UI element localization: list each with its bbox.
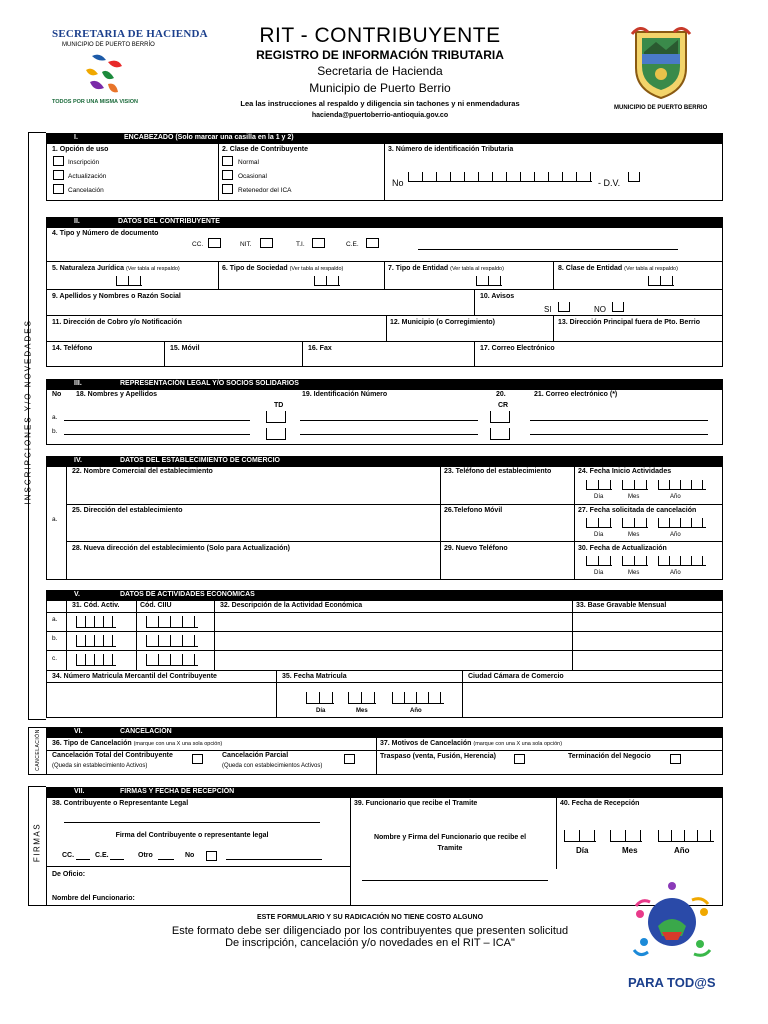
section-vi-title: CANCELACIÓN — [120, 728, 172, 735]
movil-estab-label: 26.Telefono Móvil — [444, 507, 503, 514]
correo-label: 17. Correo Electrónico — [480, 345, 555, 352]
no-avisos-label: NO — [594, 305, 606, 314]
fa-ano-label: Año — [670, 570, 681, 576]
direccion-fuera-label: 13. Dirección Principal fuera de Pto. Berrio — [558, 319, 700, 326]
section-v-header — [46, 590, 723, 600]
rep-a-td-input[interactable] — [266, 411, 286, 423]
nombres-label: 18. Nombres y Apellidos — [76, 391, 158, 398]
rep-b-id-input[interactable] — [300, 434, 478, 435]
form-subtitle: REGISTRO DE INFORMACIÓN TRIBUTARIA — [256, 48, 504, 62]
section-vi-header — [46, 727, 723, 737]
fm-mes-label: Mes — [356, 708, 368, 714]
fm-ano-label: Año — [410, 708, 422, 714]
section-vi-num: VI. — [74, 728, 83, 735]
fr-ano-label: Año — [674, 846, 690, 855]
section-ii-header — [46, 217, 723, 227]
ti-checkbox[interactable] — [312, 238, 325, 248]
nit-label: 3. Número de identificación Tributaria — [388, 146, 514, 153]
cancel-total-note: (Queda sin establecimiento Activos) — [52, 763, 148, 769]
cod-ciiu-label: Cód. CIIU — [140, 602, 172, 609]
tipo-entidad-input[interactable] — [476, 276, 502, 286]
contribuyente-rep-label: 38. Contribuyente o Representante Legal — [52, 800, 189, 807]
right-caption: MUNICIPIO DE PUERTO BERRIO — [614, 105, 708, 111]
fecha-matricula-label: 35. Fecha Matricula — [282, 673, 347, 680]
cancel-total-label: Cancelación Total del Contribuyente — [52, 752, 173, 759]
rep-b-correo-input[interactable] — [530, 434, 708, 435]
rep-b-nombre-input[interactable] — [64, 434, 250, 435]
fc-dia-label: Día — [594, 532, 604, 538]
cancel-parcial-label: Cancelación Parcial — [222, 752, 289, 759]
nombre-comercial-label: 22. Nombre Comercial del establecimiento — [72, 468, 213, 475]
row-b-label: b. — [52, 428, 58, 435]
cc-checkbox[interactable] — [208, 238, 221, 248]
firma-no-label: No — [185, 852, 195, 859]
identificacion-label: 19. Identificación Número — [302, 391, 388, 398]
firma-no-input[interactable] — [226, 859, 322, 860]
secretaria-title: Secretaria de Hacienda — [317, 64, 443, 78]
terminacion-checkbox[interactable] — [670, 754, 681, 764]
fecha-rec-ano[interactable] — [658, 830, 714, 842]
nueva-direccion-label: 28. Nueva dirección del establecimiento (Solo para Actualización) — [72, 545, 290, 552]
direccion-cobro-label: 11. Dirección de Cobro y/o Notificación — [52, 319, 182, 326]
clase-contribuyente-label: 2. Clase de Contribuyente — [222, 146, 308, 153]
fr-dia-label: Día — [576, 846, 589, 855]
direccion-estab-label: 25. Dirección del establecimiento — [72, 507, 183, 514]
fa-mes-label: Mes — [628, 570, 640, 576]
fi-mes-label: Mes — [628, 494, 640, 500]
td-label: TD — [274, 402, 284, 409]
section-i-num: I. — [74, 134, 78, 141]
clase-entidad-input[interactable] — [648, 276, 674, 286]
fecha-rec-dia[interactable] — [564, 830, 596, 842]
firma-otro-input[interactable] — [158, 859, 174, 860]
cancelacion-checkbox[interactable] — [53, 184, 64, 194]
terminacion-label: Terminación del Negocio — [568, 753, 651, 760]
act-a-ciiu-input[interactable] — [146, 616, 198, 628]
firma-otro-label: Otro — [138, 852, 153, 859]
act-row-a: a. — [52, 616, 58, 623]
municipio-label: 12. Municipio (o Corregimiento) — [390, 319, 496, 326]
ocasional-label: Ocasional — [238, 173, 267, 180]
inscripcion-label: Inscripción — [68, 159, 100, 166]
fr-mes-label: Mes — [622, 846, 638, 855]
section-i-title: ENCABEZADO (Solo marcar una casilla en la 1 y 2) — [124, 134, 294, 141]
fecha-recepcion-label: 40. Fecha de Recepción — [560, 800, 640, 807]
avisos-si-input[interactable] — [558, 302, 570, 312]
tipo-sociedad-label: 6. Tipo de Sociedad (Ver tabla al respaldo) — [222, 265, 344, 272]
opcion-uso-label: 1. Opción de uso — [52, 146, 109, 153]
actualizacion-checkbox[interactable] — [53, 170, 64, 180]
para-todos-logo-icon — [630, 878, 714, 974]
act-a-cod-input[interactable] — [76, 616, 116, 628]
tipo-cancelacion-label: 36. Tipo de Cancelación (marque con una X una sola opción) — [52, 740, 223, 747]
fecha-mat-mes[interactable] — [348, 692, 376, 704]
firma-no-checkbox[interactable] — [206, 851, 217, 861]
naturaleza-label: 5. Naturaleza Jurídica (Ver tabla al respaldo) — [52, 265, 180, 272]
firma-funcionario-input[interactable] — [362, 880, 548, 881]
rep-b-cr-input[interactable] — [490, 428, 510, 440]
movil-label: 15. Móvil — [170, 345, 200, 352]
nit-checkbox[interactable] — [260, 238, 273, 248]
nuevo-telefono-label: 29. Nuevo Teléfono — [444, 545, 508, 552]
fecha-act-dia[interactable] — [586, 556, 612, 566]
fecha-cancel-ano[interactable] — [658, 518, 706, 528]
section-iii-num: III. — [74, 380, 82, 387]
normal-label: Normal — [238, 159, 259, 166]
si-label: SI — [544, 305, 552, 314]
rep-a-id-input[interactable] — [300, 420, 478, 421]
municipio-small: MUNICIPIO DE PUERTO BERRÍO — [62, 42, 155, 48]
form-title: RIT - CONTRIBUYENTE — [259, 24, 501, 47]
act-b-ciiu-input[interactable] — [146, 635, 198, 647]
fecha-rec-mes[interactable] — [610, 830, 642, 842]
fecha-cancel-label: 27. Fecha solicitada de cancelación — [578, 507, 697, 514]
section-ii-num: II. — [74, 218, 80, 225]
tipo-entidad-label: 7. Tipo de Entidad (Ver tabla al respaldo) — [388, 265, 504, 272]
de-oficio-label: De Oficio: — [52, 871, 86, 878]
descripcion-actividad-label: 32. Descripción de la Actividad Económica — [220, 602, 363, 609]
cancel-parcial-note: (Queda con establecimientos Activos) — [222, 763, 323, 769]
fecha-inicio-mes[interactable] — [622, 480, 648, 490]
dv-input[interactable] — [628, 172, 640, 182]
nombre-funcionario-label: Nombre del Funcionario: — [52, 895, 135, 902]
footer-line2: Este formato debe ser diligenciado por los contribuyentes que presenten solicitud — [171, 925, 569, 937]
fecha-inicio-dia[interactable] — [586, 480, 612, 490]
base-gravable-label: 33. Base Gravable Mensual — [576, 602, 667, 609]
cod-activ-label: 31. Cód. Activ. — [72, 602, 120, 609]
rep-a-nombre-input[interactable] — [64, 420, 250, 421]
ocasional-checkbox[interactable] — [222, 170, 233, 180]
rep-b-td-input[interactable] — [266, 428, 286, 440]
traspaso-checkbox[interactable] — [514, 754, 525, 764]
fecha-cancel-mes[interactable] — [622, 518, 648, 528]
funcionario-recibe-label: 39. Funcionario que recibe el Tramite — [354, 800, 478, 807]
tipo-documento-label: 4. Tipo y Número de documento — [52, 230, 159, 237]
cc-label: CC. — [192, 241, 204, 248]
cr-label: CR — [498, 402, 509, 409]
para-todos-text: PARA TOD@S — [628, 975, 716, 990]
instructions: Lea las instrucciones al respaldo y diligencia sin tachones y ni enmendaduras — [240, 99, 520, 108]
section-iv-title: DATOS DEL ESTABLECIMIENTO DE COMERCIO — [120, 457, 280, 464]
ce-checkbox[interactable] — [366, 238, 379, 248]
cancelacion-label: Cancelación — [68, 187, 104, 194]
nombre-firma-funcionario-label: Nombre y Firma del Funcionario que recibe el Tramite — [373, 834, 527, 852]
footer-no-cost: ESTE FORMULARIO Y SU RADICACIÓN NO TIENE COSTO ALGUNO — [256, 914, 484, 921]
fc-mes-label: Mes — [628, 532, 640, 538]
firma-contribuyente-label: Firma del Contribuyente o representante legal — [115, 832, 269, 839]
section-iii-header — [46, 379, 723, 389]
no-label: No — [392, 178, 404, 188]
fecha-inicio-label: 24. Fecha Inicio Actividades — [578, 468, 672, 475]
side-label-inscripciones: INSCRIPCIONES Y/O NOVEDADES — [23, 319, 33, 505]
vision-logo-icon — [78, 50, 128, 96]
cancel-parcial-checkbox[interactable] — [344, 754, 355, 764]
ti-label: T.I. — [296, 241, 305, 248]
retenedor-label: Retenedor del ICA — [238, 187, 292, 194]
fc-ano-label: Año — [670, 532, 681, 538]
row-a-label: a. — [52, 414, 58, 421]
municipio-title: Municipio de Puerto Berrio — [309, 81, 451, 95]
fa-dia-label: Día — [594, 570, 604, 576]
act-row-b: b. — [52, 635, 58, 642]
section-iv-num: IV. — [74, 457, 82, 464]
section-vii-title: FIRMAS Y FECHA DE RECEPCIÓN — [120, 788, 235, 795]
side-label-firmas: FIRMAS — [32, 822, 42, 863]
section-v-title: DATOS DE ACTIVIDADES ECONÓMICAS — [120, 591, 255, 598]
nit-input[interactable] — [408, 172, 592, 182]
email-link[interactable]: hacienda@puertoberrio-antioquia.gov.co — [311, 112, 449, 119]
tipo-sociedad-input[interactable] — [314, 276, 340, 286]
footer-line3: De inscripción, cancelación y/o novedades en el RIT – ICA" — [225, 937, 515, 949]
coat-of-arms-icon — [630, 24, 692, 100]
retenedor-checkbox[interactable] — [222, 184, 233, 194]
fi-ano-label: Año — [670, 494, 681, 500]
fm-dia-label: Día — [316, 708, 326, 714]
fecha-cancel-dia[interactable] — [586, 518, 612, 528]
normal-checkbox[interactable] — [222, 156, 233, 166]
fecha-inicio-ano[interactable] — [658, 480, 706, 490]
documento-number-input[interactable] — [418, 249, 678, 250]
ciudad-camara-label: Ciudad Cámara de Comercio — [468, 673, 564, 680]
section-ii-title: DATOS DEL CONTRIBUYENTE — [118, 218, 220, 225]
ce-label: C.E. — [346, 241, 359, 248]
section-iv-header — [46, 456, 723, 466]
cancel-total-checkbox[interactable] — [192, 754, 203, 764]
firma-cc-input[interactable] — [76, 859, 90, 860]
section-vii-header — [46, 787, 723, 797]
side-label-cancelacion: CANCELACIÓN — [35, 729, 41, 771]
fecha-act-mes[interactable] — [622, 556, 648, 566]
no-col-label: No — [52, 391, 62, 398]
matricula-mercantil-label: 34. Número Matricula Mercantil del Contribuyente — [52, 673, 217, 680]
section-i-header — [46, 133, 723, 143]
firma-cc-label: CC. — [62, 852, 75, 859]
actualizacion-label: Actualización — [68, 173, 107, 180]
telefono-label: 14. Teléfono — [52, 345, 93, 352]
estab-row-a: a. — [52, 516, 58, 523]
fecha-act-ano[interactable] — [658, 556, 706, 566]
naturaleza-input[interactable] — [116, 276, 142, 286]
act-b-cod-input[interactable] — [76, 635, 116, 647]
dv-label: - D.V. — [598, 178, 621, 188]
fecha-mat-ano[interactable] — [392, 692, 444, 704]
act-c-ciiu-input[interactable] — [146, 654, 198, 666]
fecha-actualizacion-label: 30. Fecha de Actualización — [578, 545, 667, 552]
telefono-estab-label: 23. Teléfono del establecimiento — [444, 468, 552, 475]
correo-rep-label: 21. Correo electrónico (*) — [534, 391, 618, 398]
firma-ce-label: C.E. — [95, 852, 109, 859]
section-iii-title: REPRESENTACIÓN LEGAL Y/O SOCIOS SOLIDARIOS — [120, 380, 299, 387]
avisos-label: 10. Avisos — [480, 293, 515, 300]
rep-a-correo-input[interactable] — [530, 420, 708, 421]
rep-a-cr-input[interactable] — [490, 411, 510, 423]
razon-social-label: 9. Apellidos y Nombres o Razón Social — [52, 293, 181, 300]
act-c-cod-input[interactable] — [76, 654, 116, 666]
traspaso-label: Traspaso (venta, Fusión, Herencia) — [380, 753, 496, 760]
vision-text: TODOS POR UNA MISMA VISION — [52, 99, 138, 105]
firma-contribuyente-input[interactable] — [64, 822, 320, 823]
firma-ce-input[interactable] — [110, 859, 124, 860]
secretaria-logo-text: SECRETARIA DE HACIENDA — [52, 28, 208, 40]
section-vii-num: VII. — [74, 788, 85, 795]
fi-dia-label: Día — [594, 494, 604, 500]
clase-entidad-label: 8. Clase de Entidad (Ver tabla al respaldo) — [558, 265, 678, 272]
motivos-cancelacion-label: 37. Motivos de Cancelación (marque con una X una sola opción) — [380, 740, 563, 747]
cr-num-label: 20. — [496, 391, 506, 398]
section-v-num: V. — [74, 591, 80, 598]
nit-doc-label: NIT. — [240, 241, 252, 248]
act-row-c: c. — [52, 655, 58, 662]
fax-label: 16. Fax — [308, 345, 332, 352]
inscripcion-checkbox[interactable] — [53, 156, 64, 166]
avisos-no-input[interactable] — [612, 302, 624, 312]
fecha-mat-dia[interactable] — [306, 692, 334, 704]
